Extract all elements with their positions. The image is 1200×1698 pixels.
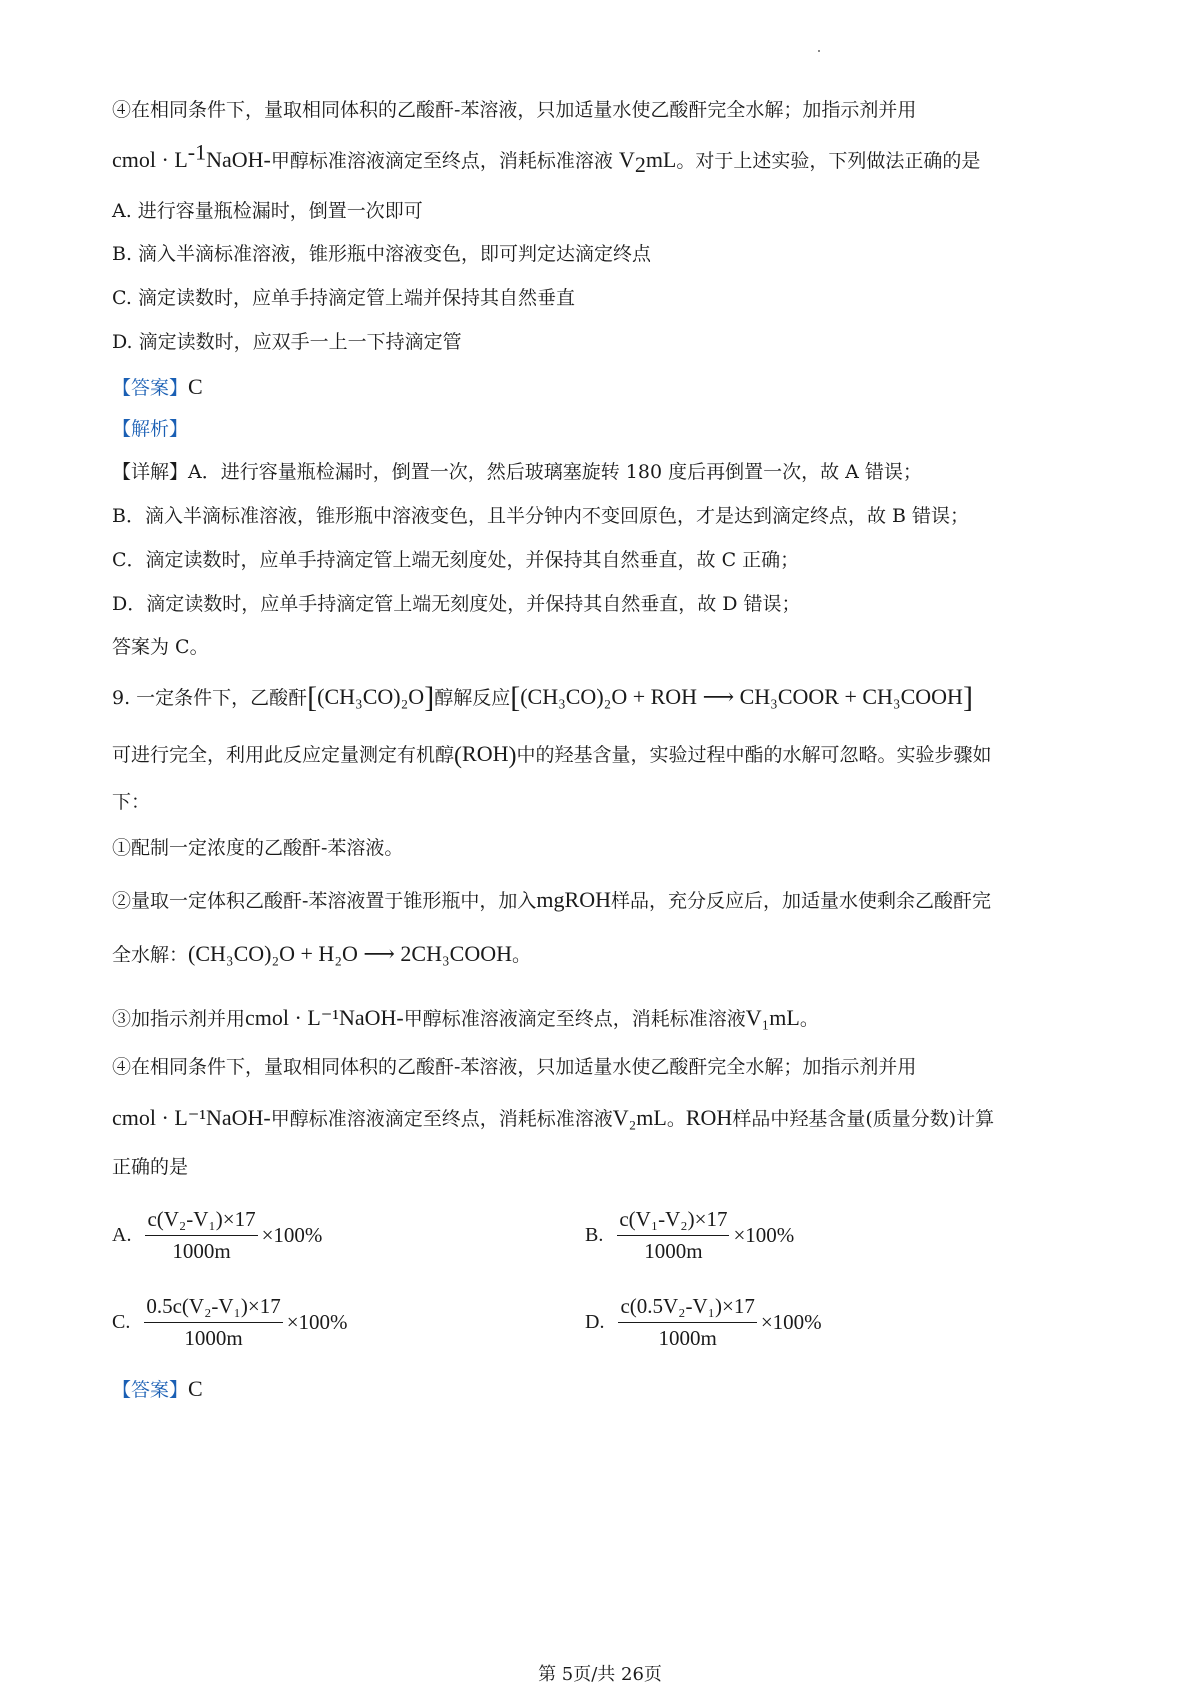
analysis-tag: 【解析】 bbox=[112, 418, 189, 440]
q9-option-c: C. $\frac{\text{0.5c(V₂-V₁)×17}}{1000m}$ ×100% bbox=[112, 1294, 348, 1350]
prev-step4-line1: ④在相同条件下，量取相同体积的乙酸酐-苯溶液，只加适量水使乙酸酐完全水解；加指示剂并用 bbox=[112, 99, 917, 121]
hydrolysis-equation: (CH₃CO)₂O + H₂O ⟶ 2CH₃COOH bbox=[188, 941, 512, 966]
q9-step3: ③加指示剂并用cmol · L⁻¹NaOH-甲醇标准溶液滴定至终点，消耗标准溶液V₁mL。 bbox=[112, 1005, 819, 1030]
q9-step4-line2: cmol · L⁻¹NaOH-甲醇标准溶液滴定至终点，消耗标准溶液V₂mL。ROH样品中羟基含量(质量分数)计算 bbox=[112, 1105, 995, 1130]
detail-line-c: C．滴定读数时，应单手持滴定管上端无刻度处，并保持其自然垂直，故 C 正确； bbox=[112, 549, 800, 571]
scan-dot bbox=[818, 50, 820, 52]
page-footer: 第 5页/共 26页 bbox=[538, 1664, 662, 1685]
fraction-d: $\frac{\text{c(0.5V₂-V₁)×17}}{1000m}$ bbox=[620, 1294, 755, 1350]
q9-step2-cont: 全水解：(CH₃CO)₂O + H₂O ⟶ 2CH₃COOH。 bbox=[112, 941, 531, 966]
detail-line-b: B．滴入半滴标准溶液，锥形瓶中溶液变色，且半分钟内不变回原色，才是达到滴定终点，故 B 错误； bbox=[112, 505, 970, 527]
q9-line-last: 正确的是 bbox=[112, 1156, 189, 1178]
prev-option-a: A. 进行容量瓶检漏时，倒置一次即可 bbox=[112, 200, 423, 222]
fraction-a: $\frac{\text{c(V₂-V₁)×17}}{1000m}$ bbox=[147, 1207, 256, 1263]
prev-answer: 【答案】C bbox=[112, 374, 203, 399]
prev-step4-line2: cmol · $L^{-1}NaOH-$甲醇标准溶液滴定至终点，消耗标准溶液 $V_2mL$。对于上述实验，下列做法正确的是 bbox=[112, 139, 981, 177]
q9-line3: 下： bbox=[112, 791, 151, 813]
detail-line-d: D．滴定读数时，应单手持滴定管上端无刻度处，并保持其自然垂直，故 D 错误； bbox=[112, 593, 801, 615]
fraction-b: $\frac{\text{c(V₁-V₂)×17}}{1000m}$ bbox=[619, 1207, 728, 1263]
detail-tag: 【详解】 bbox=[112, 461, 189, 483]
q9-line2: 可进行完全，利用此反应定量测定有机醇(ROH)中的羟基含量，实验过程中酯的水解可忽略。实验步骤如 bbox=[112, 741, 992, 769]
answer-tag: 【答案】 bbox=[112, 377, 189, 399]
anhydride-formula: (CH₃CO)₂O bbox=[317, 684, 425, 709]
q9-option-a: A. $\frac{\text{c(V₂-V₁)×17}}{1000m}$ ×100% bbox=[112, 1207, 323, 1263]
q9-step1: ①配制一定浓度的乙酸酐-苯溶液。 bbox=[112, 837, 404, 859]
q9-intro: 9. 一定条件下，乙酸酐[(CH₃CO)₂O]醇解反应[(CH₃CO)₂O + ROH ⟶ CH₃COOR + CH₃COOH] bbox=[112, 681, 973, 714]
detail-conclusion: 答案为 C。 bbox=[112, 636, 209, 658]
fraction-c: $\frac{\text{0.5c(V₂-V₁)×17}}{1000m}$ bbox=[146, 1294, 281, 1350]
q9-step2: ②量取一定体积乙酸酐-苯溶液置于锥形瓶中，加入mgROH样品，充分反应后，加适量水使剩余乙酸酐完 bbox=[112, 887, 991, 912]
prev-option-c: C. 滴定读数时，应单手持滴定管上端并保持其自然垂直 bbox=[112, 287, 575, 309]
prev-option-b: B. 滴入半滴标准溶液，锥形瓶中溶液变色，即可判定达滴定终点 bbox=[112, 243, 652, 265]
q9-step4-line1: ④在相同条件下，量取相同体积的乙酸酐-苯溶液，只加适量水使乙酸酐完全水解；加指示剂并用 bbox=[112, 1056, 917, 1078]
reaction-equation: (CH₃CO)₂O + ROH ⟶ CH₃COOR + CH₃COOH bbox=[520, 684, 963, 709]
detail-line-a: 【详解】A．进行容量瓶检漏时，倒置一次，然后玻璃塞旋转 180 度后再倒置一次，故 A 错误； bbox=[112, 461, 922, 483]
q9-answer: 【答案】C bbox=[112, 1376, 203, 1401]
prev-option-d: D. 滴定读数时，应双手一上一下持滴定管 bbox=[112, 331, 462, 353]
q9-option-d: D. $\frac{\text{c(0.5V₂-V₁)×17}}{1000m}$ ×100% bbox=[585, 1294, 822, 1350]
answer-tag: 【答案】 bbox=[112, 1379, 189, 1401]
q9-option-b: B. $\frac{\text{c(V₁-V₂)×17}}{1000m}$ ×100% bbox=[585, 1207, 795, 1263]
